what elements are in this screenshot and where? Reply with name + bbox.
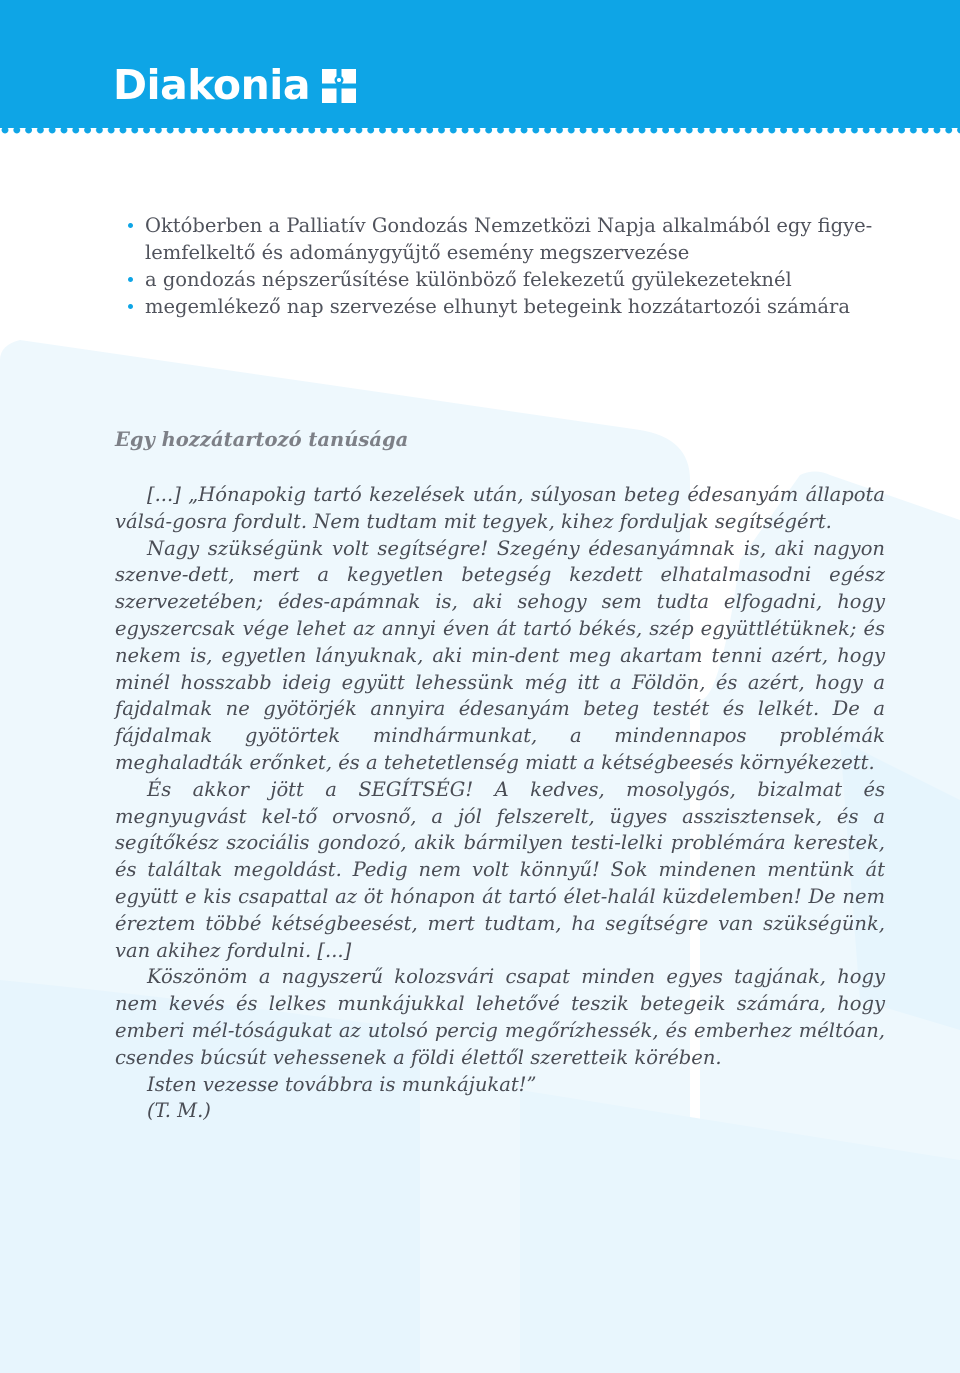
list-item-text: megemlékező nap szervezése elhunyt betegeink hozzátartozói számára xyxy=(145,295,850,318)
list-item xyxy=(128,266,888,293)
quote-paragraph: Köszönöm a nagyszerű kolozsvári csapat minden egyes tagjának, hogy nem kevés és lelkes munkájukkal lehetővé teszik betegeik számára, hogy emberi mél-tóságukat az utolsó percig megőrízhessék, és emberhez méltóan, csendes búcsút vehessenek a földi élettől szeretteik körében. xyxy=(115,965,885,1069)
list-item-text: a gondozás népszerűsítése különböző felekezetű gyülekezeteknél xyxy=(145,268,792,291)
testimonial-quote xyxy=(115,482,885,1125)
bullet-list xyxy=(128,212,888,320)
quote-paragraph: És akkor jött a SEGÍTSÉG! A kedves, mosolygós, bizalmat és megnyugvást kel-tő orvosnő, a jól felszerelt, ügyes asszisztensek, és a segítőkész szociális gondozó, akik bármilyen testi-lelki problémára kerestek, és találtak megoldást. Pedig nem volt könnyű! Sok mindenen mentünk át együtt e kis csapattal az öt hónapon át tartó élet-halál küzdelemben! De nem éreztem többé kétségbeesést, mert tudtam, ha segítségre van szükségünk, van akihez fordulni. [...] xyxy=(115,777,885,962)
perforated-edge xyxy=(0,128,960,136)
list-item xyxy=(128,212,888,266)
diakonia-cross-logo-icon xyxy=(322,69,356,103)
brand-logo xyxy=(113,60,356,110)
quote-paragraph: [...] „Hónapokig tartó kezelések után, súlyosan beteg édesanyám állapota válsá-gosra fordult. Nem tudtam mit tegyek, kihez forduljak segítségért. xyxy=(115,483,885,533)
section-heading: Egy hozzátartozó tanúsága xyxy=(115,428,409,451)
list-item-text: Októberben a Palliatív Gondozás Nemzetközi Napja alkalmából egy figye-lemfelkeltő és adománygyűjtő esemény megszervezése xyxy=(145,214,873,264)
bullet-icon xyxy=(128,223,133,228)
bullet-icon xyxy=(128,304,133,309)
bullet-icon xyxy=(128,277,133,282)
list-item xyxy=(128,293,888,320)
brand-name: Diakonia xyxy=(113,60,310,109)
quote-signature: (T. M.) xyxy=(147,1099,211,1123)
quote-paragraph: Nagy szükségünk volt segítségre! Szegény édesanyámnak is, aki nagyon szenve-dett, mert a kegyetlen betegség kezdett elhatalmasodni egész szervezetében; édes-apámnak is, aki sehogy sem tudta elfogadni, hogy egyszercsak vége lehet az annyi éven át tartó békés, szép együttlétüknek; és nekem is, egyetlen lányuknak, aki min-dent meg akartam tenni azért, hogy minél hosszabb ideig együtt lehessünk még itt a Földön, és azért, hogy a fajdalmak ne gyötörjék annyira édesanyám beteg testét és lelkét. De a fájdalmak gyötörtek mindhármunkat, a mindennapos problémák meghaladták erőnket, és a tehetetlenség miatt a kétségbeesés környékezett. xyxy=(115,536,885,774)
quote-closing: Isten vezesse továbbra is munkájukat!” xyxy=(147,1072,537,1096)
